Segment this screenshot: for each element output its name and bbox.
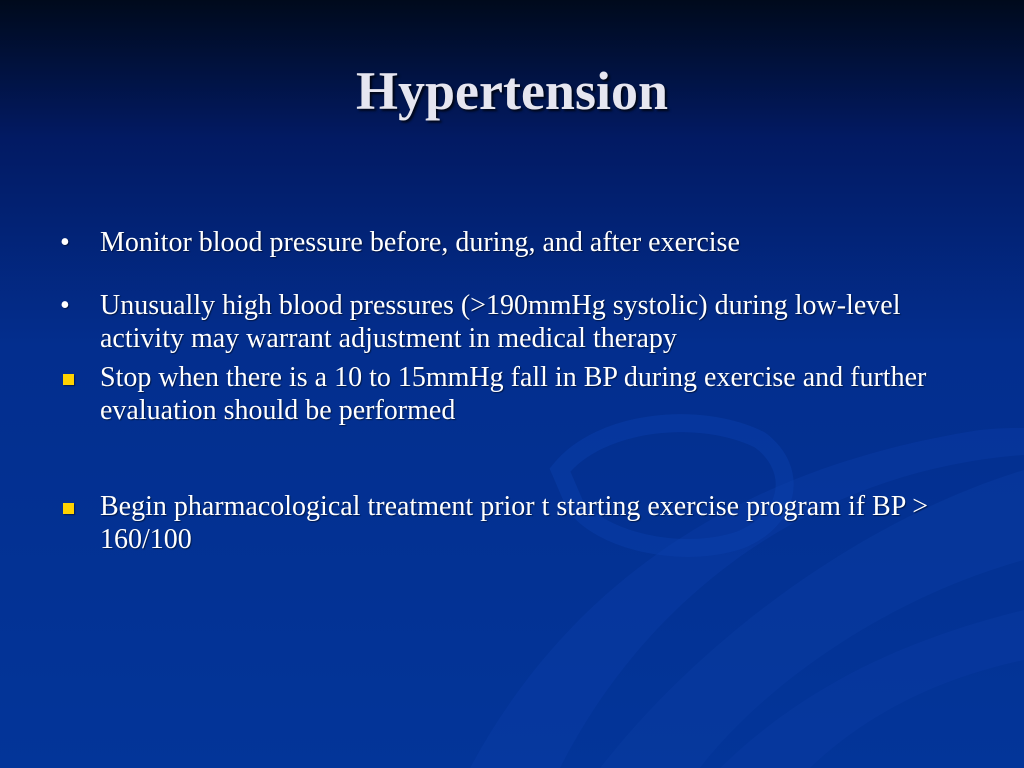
bullet-text: Monitor blood pressure before, during, and after exercise	[100, 227, 740, 258]
square-bullet-icon	[63, 503, 74, 514]
bullet-text: Stop when there is a 10 to 15mmHg fall in BP during exercise and further evaluation should be performed	[100, 362, 927, 426]
bullet-item	[58, 361, 938, 427]
bullet-item	[58, 490, 938, 556]
bullet-text: Unusually high blood pressures (>190mmHg systolic) during low-level activity may warrant adjustment in medical therapy	[100, 290, 901, 354]
square-bullet-icon	[63, 374, 74, 385]
round-bullet-icon: •	[60, 290, 70, 321]
bullet-text: Begin pharmacological treatment prior t starting exercise program if BP > 160/100	[100, 491, 929, 555]
bullet-list	[58, 226, 938, 556]
bullet-item	[58, 226, 938, 259]
slide-title: Hypertension	[355, 61, 668, 121]
round-bullet-icon: •	[60, 227, 70, 258]
bullet-item	[58, 289, 938, 355]
